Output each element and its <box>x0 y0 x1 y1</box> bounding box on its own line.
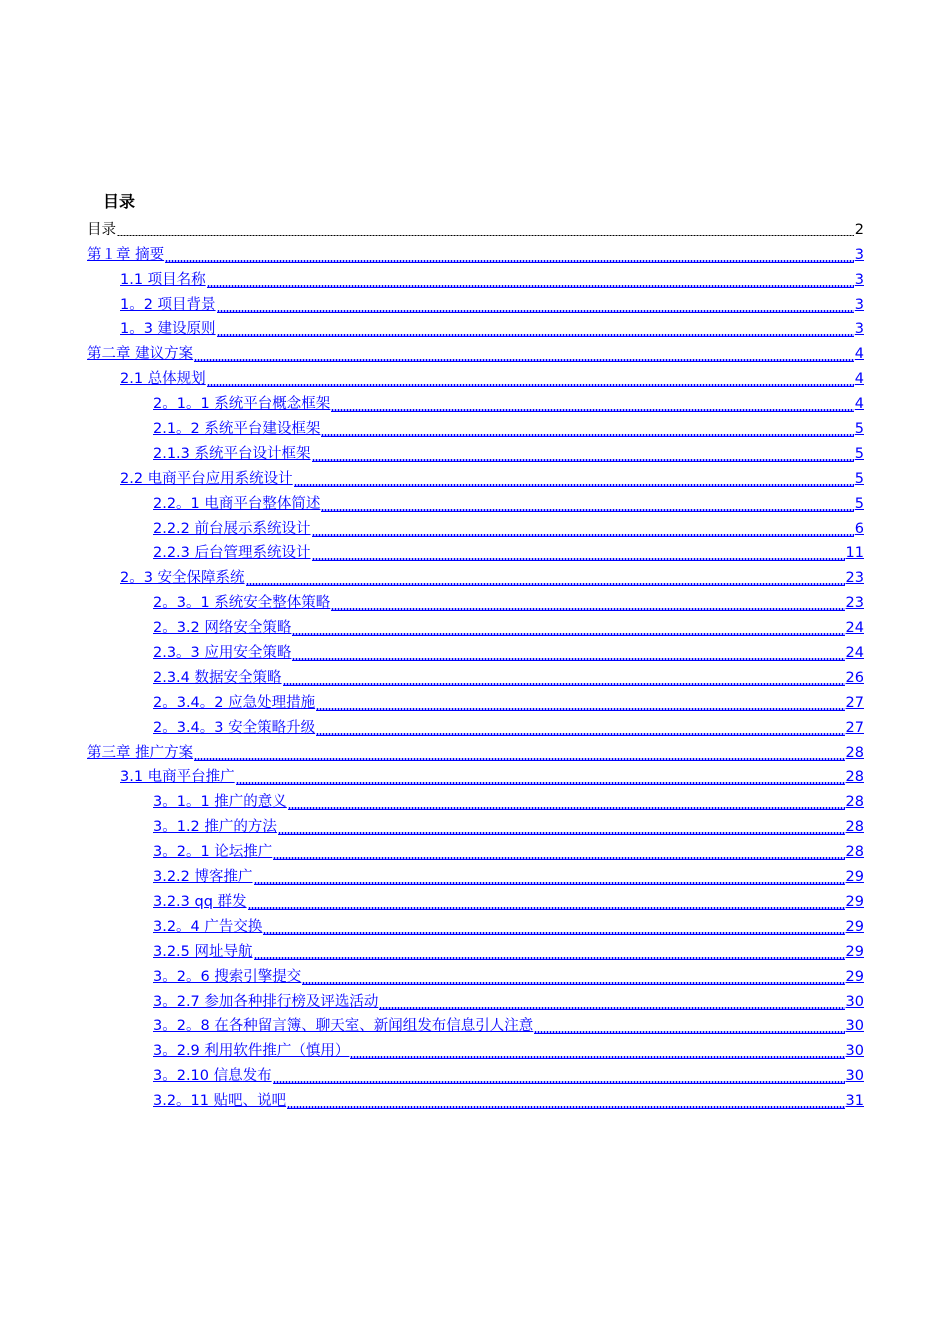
toc-entry-item <box>87 414 864 439</box>
toc-entry-link[interactable] <box>87 240 864 265</box>
toc-dot-leader <box>379 1007 844 1010</box>
toc-page-number: 23 <box>845 570 864 587</box>
toc-page-number: 2 <box>854 221 864 238</box>
toc-page-number: 5 <box>854 421 864 438</box>
toc-entry-label: 目录 <box>87 221 116 238</box>
toc-entry-link[interactable] <box>87 663 864 688</box>
toc-dot-leader <box>283 683 845 686</box>
toc-entry-label: 3。2.9 利用软件推广（慎用） <box>153 1043 350 1060</box>
toc-dot-leader <box>246 583 845 586</box>
toc-entry-item <box>87 738 864 763</box>
toc-page-number: 3 <box>854 321 864 338</box>
toc-entry-item <box>87 638 864 663</box>
toc-entry-item <box>87 265 864 290</box>
toc-entry-link[interactable] <box>87 464 864 489</box>
toc-heading: 目录 <box>103 192 136 211</box>
toc-entry-link[interactable] <box>87 1036 864 1061</box>
toc-page-number: 28 <box>845 844 864 861</box>
toc-entry-item <box>87 489 864 514</box>
toc-entry-link[interactable] <box>87 514 864 539</box>
toc-entry-label: 3。1.2 推广的方法 <box>153 819 277 836</box>
toc-entry-label: 3。2.7 参加各种排行榜及评选活动 <box>153 993 379 1010</box>
toc-entry-link[interactable] <box>87 862 864 887</box>
toc-entry-link[interactable] <box>87 414 864 439</box>
toc-dot-leader <box>312 534 854 537</box>
toc-page-number: 28 <box>845 744 864 761</box>
toc-page-number: 4 <box>854 396 864 413</box>
toc-entry-link[interactable] <box>87 688 864 713</box>
toc-page-number: 24 <box>845 645 864 662</box>
toc-page-number: 29 <box>845 869 864 886</box>
toc-entry-label: 2.2 电商平台应用系统设计 <box>120 470 293 487</box>
toc-entry-label: 2。3。1 系统安全整体策略 <box>153 595 331 612</box>
toc-entry-label: 2.1。2 系统平台建设框架 <box>153 421 321 438</box>
toc-entry-link[interactable] <box>87 1086 864 1111</box>
toc-entry-item <box>87 1012 864 1037</box>
toc-dot-leader <box>248 907 845 910</box>
toc-entry-label: 3.2.3 qq 群发 <box>153 893 247 910</box>
toc-entry-link[interactable] <box>87 290 864 315</box>
toc-entry-label: 2.3.4 数据安全策略 <box>153 669 282 686</box>
toc-entry-item <box>87 588 864 613</box>
toc-entry-label: 2.1.3 系统平台设计框架 <box>153 445 311 462</box>
toc-entry-label: 2。3.4。3 安全策略升级 <box>153 719 316 736</box>
toc-page-number: 27 <box>845 694 864 711</box>
toc-page-number: 4 <box>854 346 864 363</box>
toc-entry-link[interactable] <box>87 613 864 638</box>
toc-entry-item <box>87 912 864 937</box>
toc-entry-item <box>87 887 864 912</box>
toc-dot-leader <box>312 459 854 462</box>
toc-dot-leader <box>207 285 854 288</box>
toc-dot-leader <box>316 708 844 711</box>
toc-entry-label: 3.2。11 贴吧、说吧 <box>153 1093 287 1110</box>
toc-entry-label: 2。3.4。2 应急处理措施 <box>153 694 316 711</box>
toc-entry-item <box>87 787 864 812</box>
toc-page-number: 30 <box>845 1043 864 1060</box>
toc-page-number: 29 <box>845 893 864 910</box>
toc-entry-link[interactable] <box>87 912 864 937</box>
toc-entry-link[interactable] <box>87 962 864 987</box>
toc-dot-leader <box>273 857 844 860</box>
toc-entry-item <box>87 514 864 539</box>
toc-entry-link[interactable] <box>87 563 864 588</box>
toc-entry-label: 第１章 摘要 <box>87 246 165 263</box>
toc-entry-link[interactable] <box>87 489 864 514</box>
toc-entry-link[interactable] <box>87 763 864 788</box>
toc-entry-label: 3.2.2 博客推广 <box>153 869 253 886</box>
toc-dot-leader <box>273 1081 845 1084</box>
toc-entry-label: 3。2。1 论坛推广 <box>153 844 273 861</box>
toc-entry-link[interactable] <box>87 265 864 290</box>
toc-entry-item <box>87 812 864 837</box>
toc-dot-leader <box>278 832 845 835</box>
toc-entry-link[interactable] <box>87 389 864 414</box>
toc-entry-link[interactable] <box>87 315 864 340</box>
toc-page-number: 5 <box>854 470 864 487</box>
toc-entry-link[interactable] <box>87 738 864 763</box>
toc-entry-item <box>87 439 864 464</box>
toc-dot-leader <box>312 558 845 561</box>
toc-dot-leader <box>217 334 854 337</box>
toc-dot-leader <box>302 982 844 985</box>
toc-dot-leader <box>292 633 844 636</box>
toc-entry-link[interactable] <box>87 713 864 738</box>
toc-page-number: 30 <box>845 1018 864 1035</box>
toc-dot-leader <box>294 484 854 487</box>
toc-dot-leader <box>534 1031 844 1034</box>
toc-dot-leader <box>287 1106 844 1109</box>
toc-entry-label: 2.2.2 前台展示系统设计 <box>153 520 311 537</box>
toc-dot-leader <box>316 733 844 736</box>
toc-entry-item <box>87 862 864 887</box>
toc-page-number: 30 <box>845 1068 864 1085</box>
toc-dot-leader <box>292 658 844 661</box>
toc-entry-link[interactable] <box>87 1061 864 1086</box>
toc-entry-label: 2。3.2 网络安全策略 <box>153 620 292 637</box>
toc-entry-link[interactable] <box>87 439 864 464</box>
toc-page-number: 3 <box>854 246 864 263</box>
toc-dot-leader <box>207 384 854 387</box>
toc-entry-link[interactable] <box>87 588 864 613</box>
toc-entry-item <box>87 464 864 489</box>
toc-page-number: 6 <box>854 520 864 537</box>
toc-entry-link[interactable] <box>87 638 864 663</box>
toc-dot-leader <box>350 1056 844 1059</box>
toc-entry-link[interactable] <box>87 937 864 962</box>
toc-entry-item <box>87 688 864 713</box>
toc-entry-label: 1。3 建设原则 <box>120 321 216 338</box>
toc-page-number: 29 <box>845 968 864 985</box>
table-of-contents <box>87 215 864 1111</box>
toc-entry-label: 第二章 建议方案 <box>87 346 194 363</box>
toc-entry-link[interactable] <box>87 987 864 1012</box>
toc-dot-leader <box>288 807 845 810</box>
toc-entry-item <box>87 539 864 564</box>
toc-entry-label: 3。2。8 在各种留言簿、聊天室、新闻组发布信息引人注意 <box>153 1018 534 1035</box>
toc-page-number: 28 <box>845 794 864 811</box>
toc-entry-item <box>87 713 864 738</box>
toc-entry-label: 3.2.5 网址导航 <box>153 943 253 960</box>
toc-entry-label: 3.2。4 广告交换 <box>153 918 263 935</box>
toc-page-number: 3 <box>854 296 864 313</box>
toc-dot-leader <box>117 235 854 236</box>
toc-entry-link[interactable] <box>87 812 864 837</box>
toc-entry-label: 1。2 项目背景 <box>120 296 216 313</box>
toc-dot-leader <box>321 434 853 437</box>
toc-entry-label: 3.1 电商平台推广 <box>120 769 235 786</box>
toc-entry-label: 2。1。1 系统平台概念框架 <box>153 396 331 413</box>
toc-entry-link[interactable] <box>87 539 864 564</box>
toc-entry-item <box>87 1036 864 1061</box>
toc-page-number: 23 <box>845 595 864 612</box>
toc-entry-label: 2.2。1 电商平台整体简述 <box>153 495 321 512</box>
toc-entry-label: 3。2。6 搜索引擎提交 <box>153 968 302 985</box>
toc-dot-leader <box>236 782 845 785</box>
toc-page-number: 28 <box>845 769 864 786</box>
toc-page-number: 5 <box>854 445 864 462</box>
toc-entry-link[interactable] <box>87 1012 864 1037</box>
toc-entry-link[interactable] <box>87 364 864 389</box>
toc-entry-item <box>87 240 864 265</box>
toc-page-number: 4 <box>854 371 864 388</box>
toc-entry-item <box>87 364 864 389</box>
toc-dot-leader <box>321 509 853 512</box>
toc-dot-leader <box>254 957 845 960</box>
toc-entry-item <box>87 563 864 588</box>
toc-page-number: 5 <box>854 495 864 512</box>
toc-page-number: 29 <box>845 943 864 960</box>
toc-entry-label: 2.2.3 后台管理系统设计 <box>153 545 311 562</box>
toc-entry-label: 第三章 推广方案 <box>87 744 194 761</box>
toc-page-number: 30 <box>845 993 864 1010</box>
toc-entry-link[interactable] <box>87 837 864 862</box>
toc-entry-item <box>87 763 864 788</box>
toc-dot-leader <box>254 882 845 885</box>
toc-dot-leader <box>165 260 854 263</box>
toc-dot-leader <box>331 608 844 611</box>
toc-dot-leader <box>263 932 844 935</box>
toc-dot-leader <box>217 310 854 313</box>
toc-page-number: 11 <box>845 545 864 562</box>
toc-entry-item <box>87 290 864 315</box>
toc-entry-item <box>87 837 864 862</box>
toc-page-number: 24 <box>845 620 864 637</box>
toc-page-number: 3 <box>854 271 864 288</box>
toc-entry-link[interactable] <box>87 887 864 912</box>
toc-page-number: 26 <box>845 669 864 686</box>
toc-entry <box>87 215 864 240</box>
toc-dot-leader <box>194 758 844 761</box>
toc-entry-label: 2.1 总体规划 <box>120 371 206 388</box>
toc-entry-label: 3。2.10 信息发布 <box>153 1068 272 1085</box>
toc-entry-item <box>87 339 864 364</box>
toc-entry-item <box>87 613 864 638</box>
toc-dot-leader <box>331 409 853 412</box>
toc-page-number: 27 <box>845 719 864 736</box>
toc-entry-item <box>87 663 864 688</box>
toc-entry-link[interactable] <box>87 787 864 812</box>
toc-entry-item <box>87 937 864 962</box>
toc-entry-label: 1.1 项目名称 <box>120 271 206 288</box>
toc-entry-label: 3。1。1 推广的意义 <box>153 794 287 811</box>
toc-entry-item <box>87 987 864 1012</box>
toc-entry-item <box>87 315 864 340</box>
toc-entry-label: 2.3。3 应用安全策略 <box>153 645 292 662</box>
toc-page-number: 31 <box>845 1093 864 1110</box>
toc-dot-leader <box>194 359 854 362</box>
toc-entry-link[interactable] <box>87 339 864 364</box>
toc-entry-item <box>87 1061 864 1086</box>
toc-page-number: 28 <box>845 819 864 836</box>
toc-entry-label: 2。3 安全保障系统 <box>120 570 245 587</box>
toc-page-number: 29 <box>845 918 864 935</box>
toc-entry-item <box>87 215 864 240</box>
toc-entry-item <box>87 389 864 414</box>
toc-entry-item <box>87 962 864 987</box>
toc-entry-item <box>87 1086 864 1111</box>
